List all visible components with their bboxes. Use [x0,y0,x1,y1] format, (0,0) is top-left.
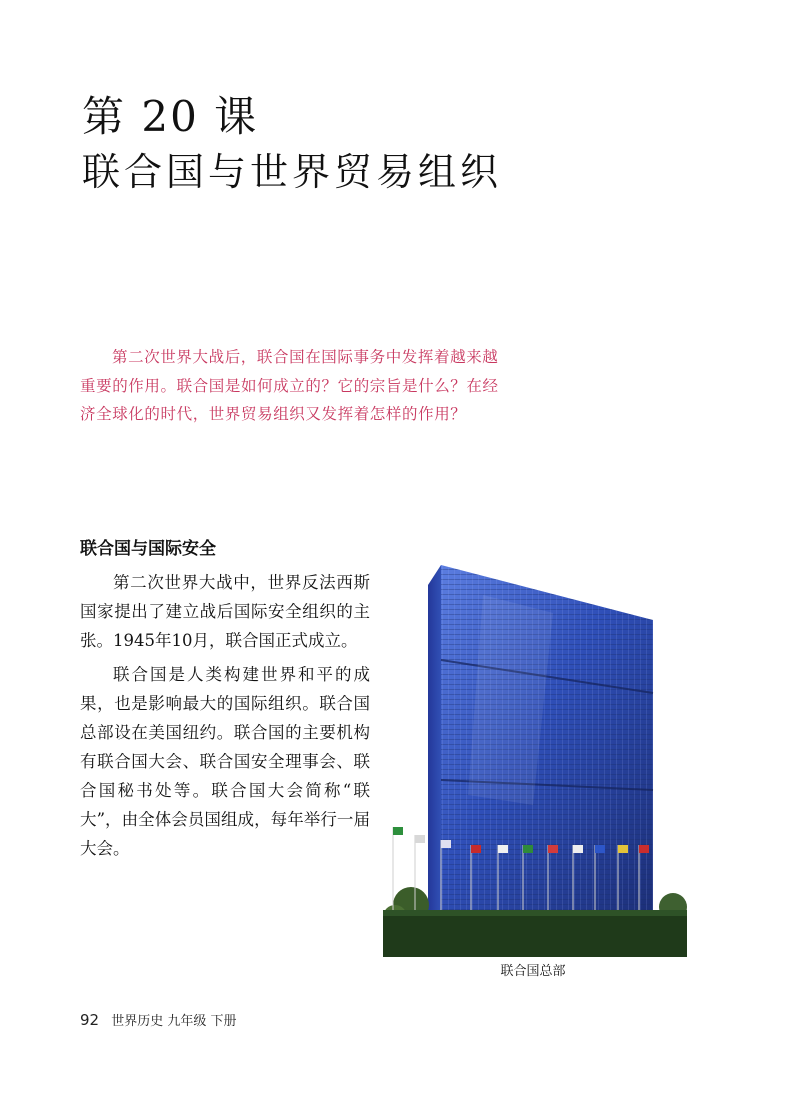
body-paragraph: 联合国是人类构建世界和平的成果，也是影响最大的国际组织。联合国总部设在美国纽约。联合国的主要机构有联合国大会、联合国安全理事会、联合国秘书处等。联合国大会简称“联大”，由全体会员国组成，每年举行一届大会。 [80,665,370,858]
section-body [80,568,370,868]
page-number: 92 [80,1011,100,1029]
intro-paragraph: 第二次世界大战后，联合国在国际事务中发挥着越来越重要的作用。联合国是如何成立的？它的宗旨是什么？在经济全球化的时代，世界贸易组织又发挥着怎样的作用？ [80,348,499,423]
lesson-title: 联合国与世界贸易组织 [82,150,503,194]
figure-caption: 联合国总部 [500,964,566,979]
book-title: 世界历史 九年级 下册 [111,1014,237,1029]
lesson-number: 第 20 课 [82,92,259,141]
page-footer [80,1010,237,1032]
body-paragraph: 第二次世界大战中，世界反法西斯国家提出了建立战后国际安全组织的主张。1945年10月，联合国正式成立。 [80,573,370,650]
section-heading: 联合国与国际安全 [80,539,216,559]
hedge [383,910,687,957]
un-headquarters-illustration [383,565,687,957]
building-side [428,565,441,910]
un-headquarters-photo [383,565,687,957]
